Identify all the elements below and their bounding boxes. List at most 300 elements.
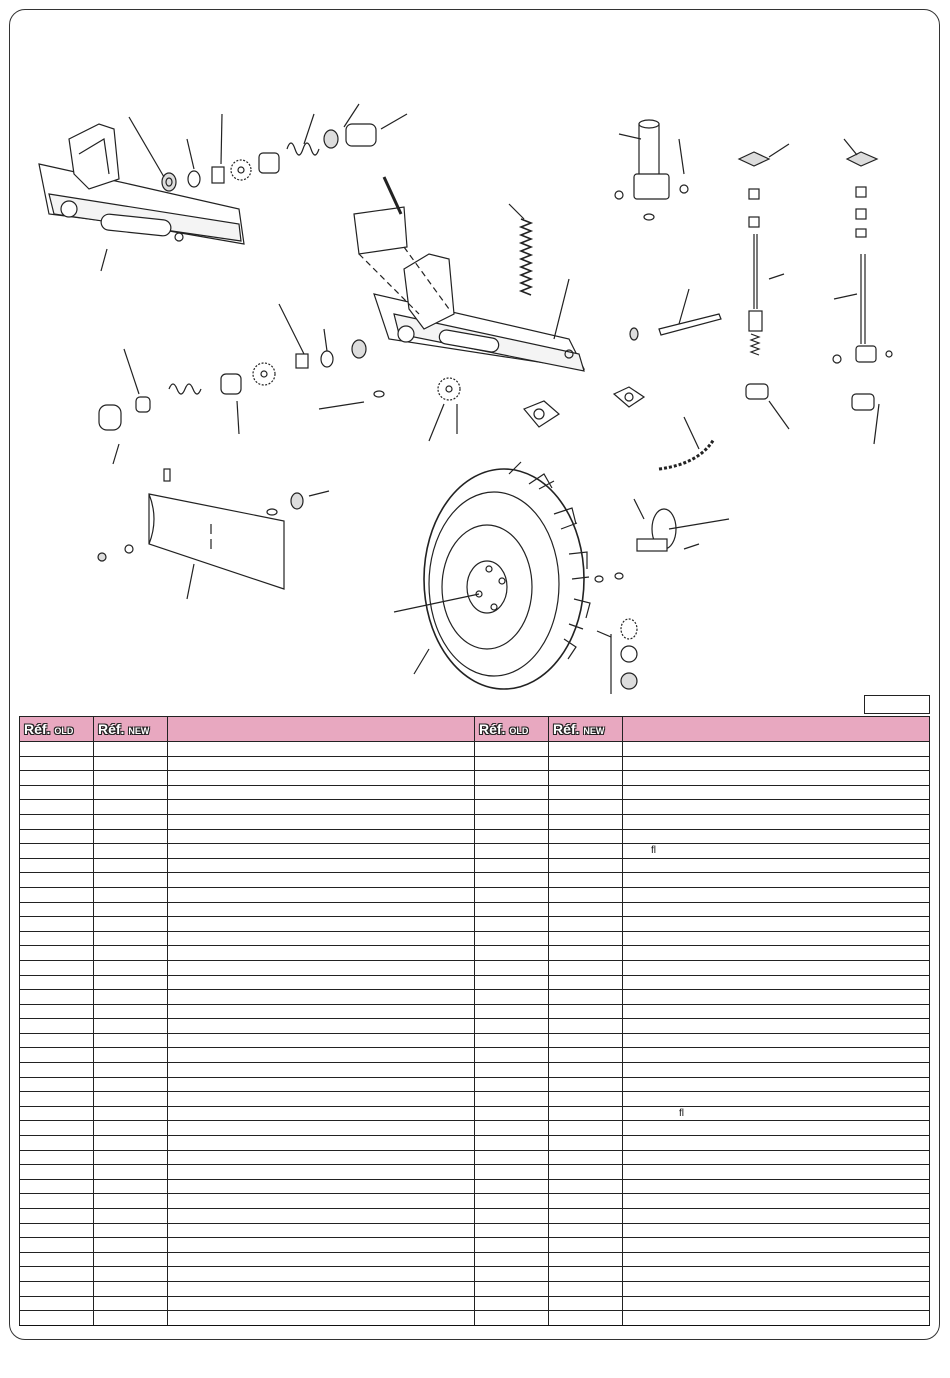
table-cell [168,800,475,815]
table-cell [623,1150,930,1165]
table-cell [475,931,549,946]
table-cell [94,1004,168,1019]
table-cell [623,1092,930,1107]
table-cell [94,975,168,990]
table-cell [549,1165,623,1180]
table-cell [623,1121,930,1136]
table-cell [94,1179,168,1194]
table-cell [94,946,168,961]
table-cell [475,742,549,757]
table-cell [168,1281,475,1296]
table-row [20,858,930,873]
table-cell [94,902,168,917]
table-cell [94,1194,168,1209]
wheel-hub [595,499,729,582]
table-cell [475,917,549,932]
table-cell [168,1223,475,1238]
table-cell [475,829,549,844]
axle-pin [554,279,721,340]
table-row [20,844,930,859]
table-cell [623,873,930,888]
table-body [20,742,930,1326]
table-row [20,1048,930,1063]
table-cell [168,1238,475,1253]
table-cell [168,1252,475,1267]
table-cell [94,742,168,757]
table-cell [168,1179,475,1194]
table-cell [549,887,623,902]
table-cell [549,1179,623,1194]
table-row [20,1209,930,1224]
table-cell [549,771,623,786]
table-cell [168,1004,475,1019]
table-cell [623,1252,930,1267]
table-cell [475,800,549,815]
table-cell [94,756,168,771]
table-cell [168,1150,475,1165]
table-cell [20,1296,94,1311]
table-cell [168,829,475,844]
table-cell [475,814,549,829]
table-cell [168,931,475,946]
table-cell [475,990,549,1005]
exploded-parts-diagram [9,9,938,709]
table-cell [20,931,94,946]
table-cell [94,990,168,1005]
table-cell [623,1063,930,1078]
table-cell [20,946,94,961]
table-cell [623,771,930,786]
table-cell [94,1121,168,1136]
table-cell [20,960,94,975]
table-cell [94,1019,168,1034]
table-row [20,1150,930,1165]
table-cell [20,1252,94,1267]
table-cell [475,1063,549,1078]
table-cell [549,844,623,859]
table-cell [20,1267,94,1282]
table-cell [549,1296,623,1311]
table-cell [549,858,623,873]
table-cell [475,1048,549,1063]
table-row [20,1136,930,1151]
table-cell [623,1267,930,1282]
table-cell [623,1179,930,1194]
table-cell [475,1281,549,1296]
table-cell [94,858,168,873]
table-cell [94,814,168,829]
guard-plate [98,469,329,599]
table-cell [623,975,930,990]
table-cell [475,1252,549,1267]
table-row [20,1106,930,1121]
table-cell [168,771,475,786]
table-cell [94,917,168,932]
table-cell [20,1004,94,1019]
table-cell [475,887,549,902]
table-cell [549,1106,623,1121]
wheel-tire [394,462,590,689]
table-cell [20,990,94,1005]
table-cell [549,1252,623,1267]
table-cell [94,873,168,888]
table-cell [94,1238,168,1253]
table-cell [94,960,168,975]
table-cell [549,814,623,829]
table-cell [168,887,475,902]
table-cell [623,814,930,829]
table-cell [20,858,94,873]
table-cell [549,946,623,961]
table-cell [168,1019,475,1034]
table-cell [20,844,94,859]
table-cell [168,742,475,757]
table-cell [20,1048,94,1063]
table-cell [94,1136,168,1151]
table-cell [549,902,623,917]
table-cell [549,742,623,757]
table-cell [475,1311,549,1326]
table-cell [475,1267,549,1282]
table-cell [20,1019,94,1034]
table-row [20,1194,930,1209]
table-cell [20,1311,94,1326]
table-cell [94,887,168,902]
table-cell [168,1165,475,1180]
table-cell [20,1165,94,1180]
table-cell [168,873,475,888]
table-cell [20,1223,94,1238]
table-cell [168,785,475,800]
table-cell [94,1223,168,1238]
table-cell [549,1209,623,1224]
ref-new-header-2: Réf. NEW [549,717,623,742]
table-cell [623,1136,930,1151]
table-cell [20,902,94,917]
table-cell [94,1033,168,1048]
table-cell [549,990,623,1005]
table-cell [623,1238,930,1253]
table-cell [475,1150,549,1165]
table-cell [623,946,930,961]
table-cell [168,975,475,990]
table-cell [475,756,549,771]
table-cell [623,742,930,757]
table-cell [168,756,475,771]
upright-post [615,120,688,220]
table-cell [168,1106,475,1121]
table-cell [94,1311,168,1326]
table-row [20,800,930,815]
table-cell [549,1223,623,1238]
table-cell [623,785,930,800]
table-cell [549,1033,623,1048]
table-cell [623,756,930,771]
table-row [20,829,930,844]
table-cell [475,844,549,859]
table-cell [20,771,94,786]
table-row [20,1165,930,1180]
table-cell [20,756,94,771]
table-cell [549,829,623,844]
table-cell [94,1165,168,1180]
table-cell [20,887,94,902]
table-row [20,1063,930,1078]
table-cell [549,1311,623,1326]
table-cell [168,1077,475,1092]
table-cell [623,1281,930,1296]
adjusting-shaft-1 [739,144,789,429]
table-row [20,1077,930,1092]
table-cell [623,990,930,1005]
table-cell [475,1004,549,1019]
table-cell [168,1121,475,1136]
table-cell [20,829,94,844]
table-row [20,785,930,800]
table-cell [168,1311,475,1326]
table-cell [168,946,475,961]
table-cell [549,1092,623,1107]
table-cell: fl [623,844,930,859]
table-row [20,975,930,990]
table-cell [475,975,549,990]
table-cell [475,1121,549,1136]
table-cell [475,946,549,961]
table-cell [20,1238,94,1253]
table-cell [475,1223,549,1238]
table-cell [549,1281,623,1296]
table-cell [20,1121,94,1136]
bearings-chain [524,387,714,469]
table-cell [475,960,549,975]
table-cell [475,1238,549,1253]
table-cell [623,829,930,844]
table-row [20,742,930,757]
reference-box [864,695,930,714]
table-row [20,1121,930,1136]
table-row [20,917,930,932]
table-cell [475,1033,549,1048]
table-cell [623,1296,930,1311]
table-cell [94,931,168,946]
table-cell [475,1092,549,1107]
table-cell [20,1077,94,1092]
table-cell [94,1106,168,1121]
table-cell [549,873,623,888]
table-cell [549,1063,623,1078]
table-cell [549,1004,623,1019]
table-header-row [20,717,930,742]
table-cell [549,1121,623,1136]
table-cell [549,1136,623,1151]
table-cell [475,873,549,888]
table-row [20,990,930,1005]
table-cell [20,1179,94,1194]
table-row [20,1019,930,1034]
chassis-bracket-center [354,177,584,371]
table-cell [475,858,549,873]
table-cell [475,1209,549,1224]
table-cell [20,975,94,990]
table-cell [475,902,549,917]
table-row [20,756,930,771]
table-cell [168,990,475,1005]
table-cell [20,785,94,800]
table-cell [94,785,168,800]
table-row [20,1296,930,1311]
table-cell [168,902,475,917]
table-cell [94,1048,168,1063]
table-cell [549,1238,623,1253]
table-cell [20,1281,94,1296]
table-cell [623,1311,930,1326]
center-sprocket [319,378,460,441]
table-row [20,814,930,829]
table-cell [549,1077,623,1092]
table-cell [475,1179,549,1194]
description-header-2 [623,717,930,742]
table-cell [623,1019,930,1034]
table-cell [20,1092,94,1107]
ref-old-header: Réf. OLD [20,717,94,742]
table-cell [549,960,623,975]
table-cell [20,1150,94,1165]
table-cell [20,1194,94,1209]
table-cell [94,1092,168,1107]
ref-old-header-2: Réf. OLD [475,717,549,742]
table-row [20,1004,930,1019]
table-cell [20,873,94,888]
table-cell [549,917,623,932]
table-cell [168,1296,475,1311]
table-cell [94,844,168,859]
table-cell [475,1194,549,1209]
table-cell [20,917,94,932]
chassis-bracket-left [39,124,244,244]
table-cell [168,1048,475,1063]
table-cell [94,1296,168,1311]
table-cell [475,771,549,786]
table-cell [623,1077,930,1092]
table-cell [623,887,930,902]
table-cell [168,1194,475,1209]
table-cell [549,975,623,990]
spring [509,204,531,295]
table-cell [623,800,930,815]
table-row [20,960,930,975]
table-row [20,887,930,902]
table-cell [94,1063,168,1078]
table-cell [20,814,94,829]
table-cell [168,814,475,829]
mid-shaft-parts [99,304,366,464]
table-row [20,931,930,946]
table-cell [549,1019,623,1034]
table-cell [549,1267,623,1282]
table-cell [475,1296,549,1311]
table-cell [549,1150,623,1165]
table-cell [549,756,623,771]
description-header [168,717,475,742]
table-cell [94,1252,168,1267]
table-row [20,1281,930,1296]
table-cell [549,1048,623,1063]
table-cell [168,858,475,873]
table-row [20,902,930,917]
table-cell [168,1209,475,1224]
table-cell [623,1223,930,1238]
table-cell [168,1092,475,1107]
table-cell [94,1281,168,1296]
table-row [20,873,930,888]
table-row [20,1033,930,1048]
table-cell [94,1209,168,1224]
table-cell [623,1209,930,1224]
table-row [20,1267,930,1282]
table-cell [94,829,168,844]
table-cell [168,1136,475,1151]
table-row [20,1179,930,1194]
parts-table [19,716,930,1326]
table-cell [20,1136,94,1151]
table-cell [94,800,168,815]
table-cell [168,844,475,859]
table-cell [623,1194,930,1209]
table-cell [475,1019,549,1034]
table-cell [94,1150,168,1165]
table-row [20,771,930,786]
table-cell [623,1165,930,1180]
table-cell [94,1077,168,1092]
table-cell [623,1004,930,1019]
table-cell [168,917,475,932]
table-cell [20,1209,94,1224]
table-row [20,946,930,961]
table-cell [475,1077,549,1092]
table-row [20,1252,930,1267]
table-cell [549,1194,623,1209]
table-cell [549,800,623,815]
table-cell [475,785,549,800]
table-cell [623,931,930,946]
table-cell [168,1063,475,1078]
table-cell [623,858,930,873]
table-cell [168,960,475,975]
table-cell [475,1106,549,1121]
table-cell [623,917,930,932]
table-cell [94,1267,168,1282]
table-cell [623,1033,930,1048]
table-row [20,1223,930,1238]
table-cell [475,1136,549,1151]
gear-stack [597,619,637,694]
table-cell [94,771,168,786]
table-cell [20,1033,94,1048]
adjusting-shaft-2 [833,139,892,444]
table-cell [623,960,930,975]
table-cell [20,742,94,757]
table-row [20,1092,930,1107]
table-row [20,1311,930,1326]
table-cell [623,1048,930,1063]
table-cell [475,1165,549,1180]
table-cell [20,1063,94,1078]
table-cell [549,785,623,800]
table-row [20,1238,930,1253]
table-cell [623,902,930,917]
table-cell [168,1033,475,1048]
ref-new-header: Réf. NEW [94,717,168,742]
